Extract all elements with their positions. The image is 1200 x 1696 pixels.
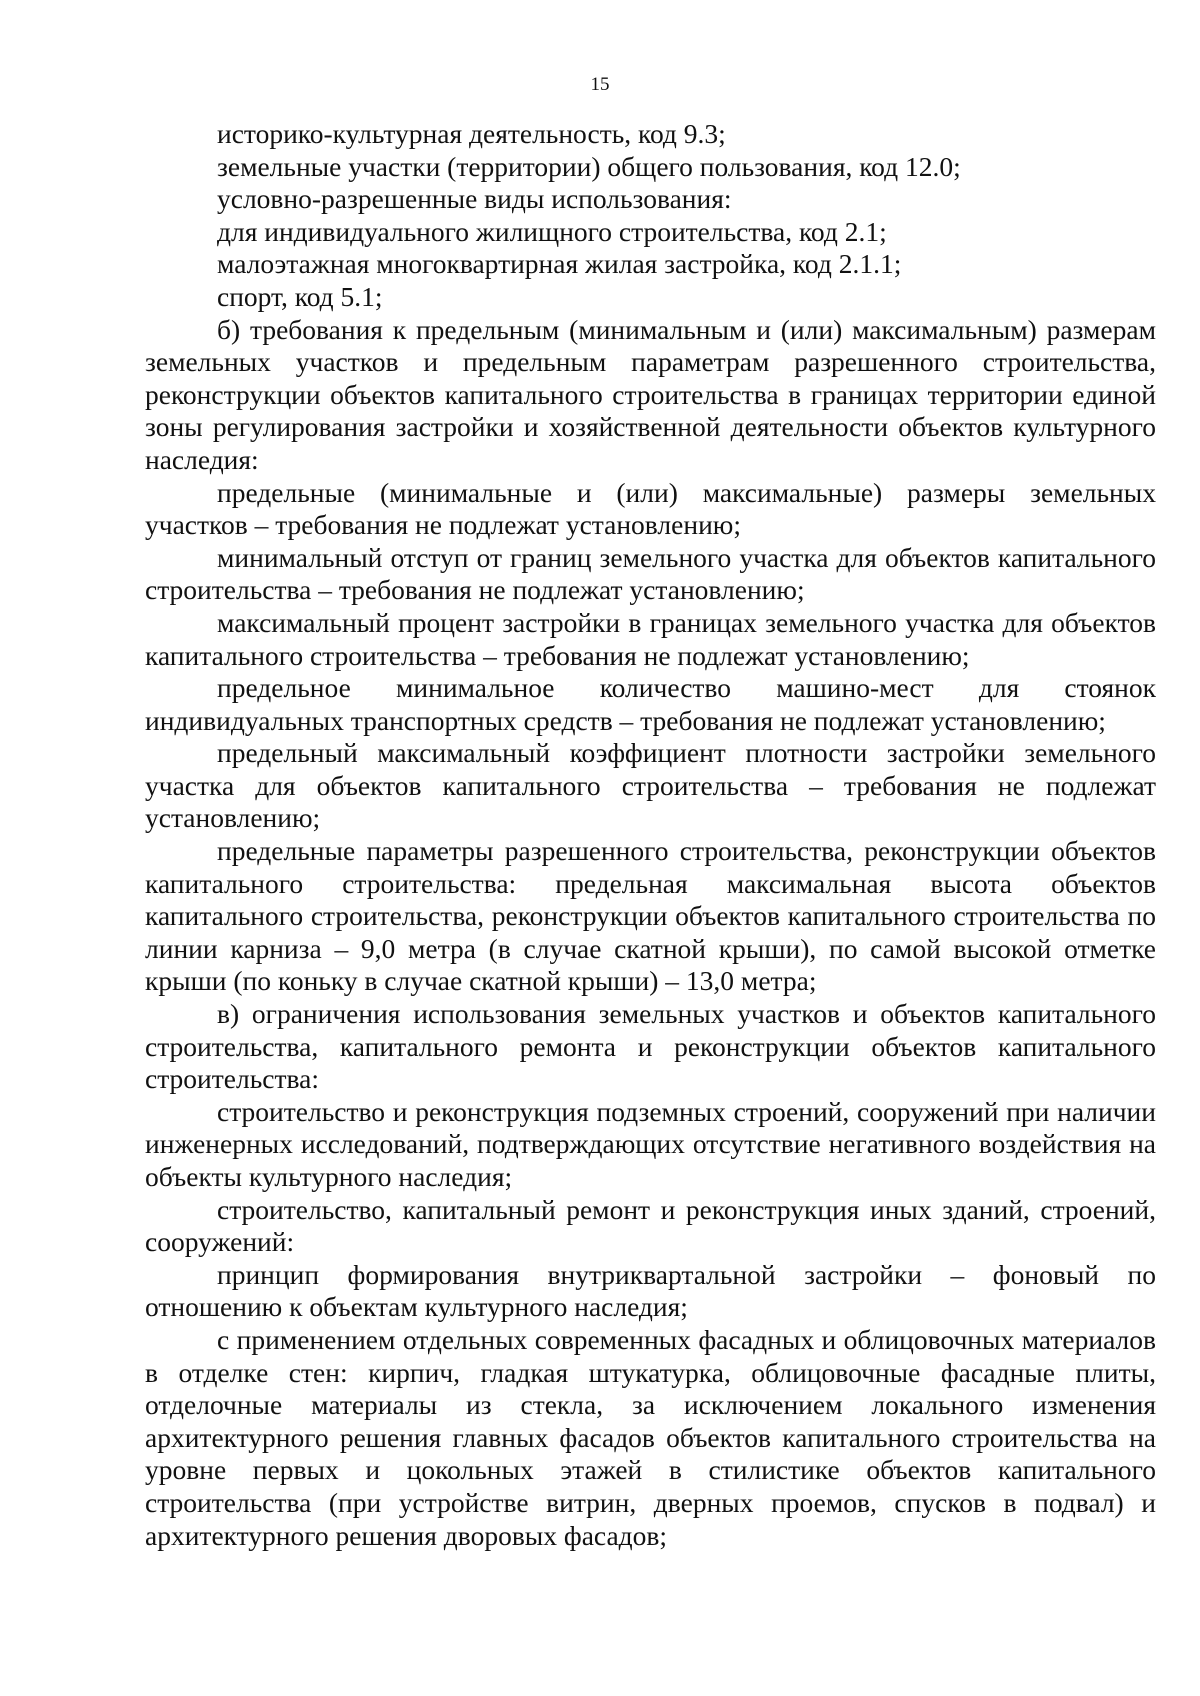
- paragraph-other-buildings: строительство, капитальный ремонт и реконструкция иных зданий, строений, сооружений:: [145, 1193, 1156, 1258]
- paragraph-min-setback: минимальный отступ от границ земельного участка для объектов капитального строительства – требования не подлежат установлению;: [145, 541, 1156, 606]
- paragraph-density-coefficient: предельный максимальный коэффициент плотности застройки земельного участка для объектов капитального строительства – требования не подлежат установлению;: [145, 737, 1156, 834]
- paragraph-use-sport: спорт, код 5.1;: [217, 280, 383, 312]
- paragraph-plot-sizes: предельные (минимальные и (или) максимальные) размеры земельных участков – требования не подлежат установлению;: [145, 476, 1156, 541]
- paragraph-height-limits: предельные параметры разрешенного строительства, реконструкции объектов капитального строительства: предельная максимальная высота объектов капитального строительства, реконструкции объектов капитального строительства по линии карниза – 9,0 метра (в случае скатной крыши), по самой высокой отметке крыши (по коньку в случае скатной крыши) – 13,0 метра;: [145, 835, 1156, 997]
- paragraph-section-v: в) ограничения использования земельных участков и объектов капитального строительства, капитального ремонта и реконструкции объектов капитального строительства:: [145, 998, 1156, 1095]
- paragraph-section-b: б) требования к предельным (минимальным и (или) максимальным) размерам земельных участков и предельным параметрам разрешенного строительства, реконструкции объектов капитального строительства в границах территории единой зоны регулирования застройки и хозяйственной деятельности объектов культурного наследия:: [145, 313, 1156, 475]
- paragraph-use-historical-cultural: историко-культурная деятельность, код 9.3;: [217, 118, 726, 149]
- paragraph-use-individual-housing: для индивидуального жилищного строительства, код 2.1;: [217, 215, 887, 247]
- paragraph-facade-materials: с применением отдельных современных фасадных и облицовочных материалов в отделке стен: кирпич, гладкая штукатурка, облицовочные фасадные плиты, отделочные материалы из стекла, за исключением локального изменения архитектурного решения главных фасадов объектов капитального строительства на уровне первых и цокольных этажей в стилистике объектов капитального строительства (при устройстве витрин, дверных проемов, спусков в подвал) и архитектурного решения дворовых фасадов;: [145, 1323, 1156, 1551]
- page-number: 15: [590, 74, 610, 95]
- paragraph-conditional-uses-heading: условно-разрешенные виды использования:: [217, 183, 732, 215]
- paragraph-use-public-land: земельные участки (территории) общего пользования, код 12.0;: [217, 150, 961, 182]
- paragraph-background-principle: принцип формирования внутриквартальной застройки – фоновый по отношению к объектам культурного наследия;: [145, 1258, 1156, 1323]
- paragraph-max-coverage: максимальный процент застройки в границах земельного участка для объектов капитального строительства – требования не подлежат установлению;: [145, 606, 1156, 671]
- paragraph-underground-construction: строительство и реконструкция подземных строений, сооружений при наличии инженерных исследований, подтверждающих отсутствие негативного воздействия на объекты культурного наследия;: [145, 1095, 1156, 1192]
- paragraph-parking-spaces: предельное минимальное количество машино-мест для стоянок индивидуальных транспортных средств – требования не подлежат установлению;: [145, 672, 1156, 736]
- document-body: [145, 118, 1156, 1552]
- paragraph-use-lowrise-apartments: малоэтажная многоквартирная жилая застройка, код 2.1.1;: [217, 248, 902, 280]
